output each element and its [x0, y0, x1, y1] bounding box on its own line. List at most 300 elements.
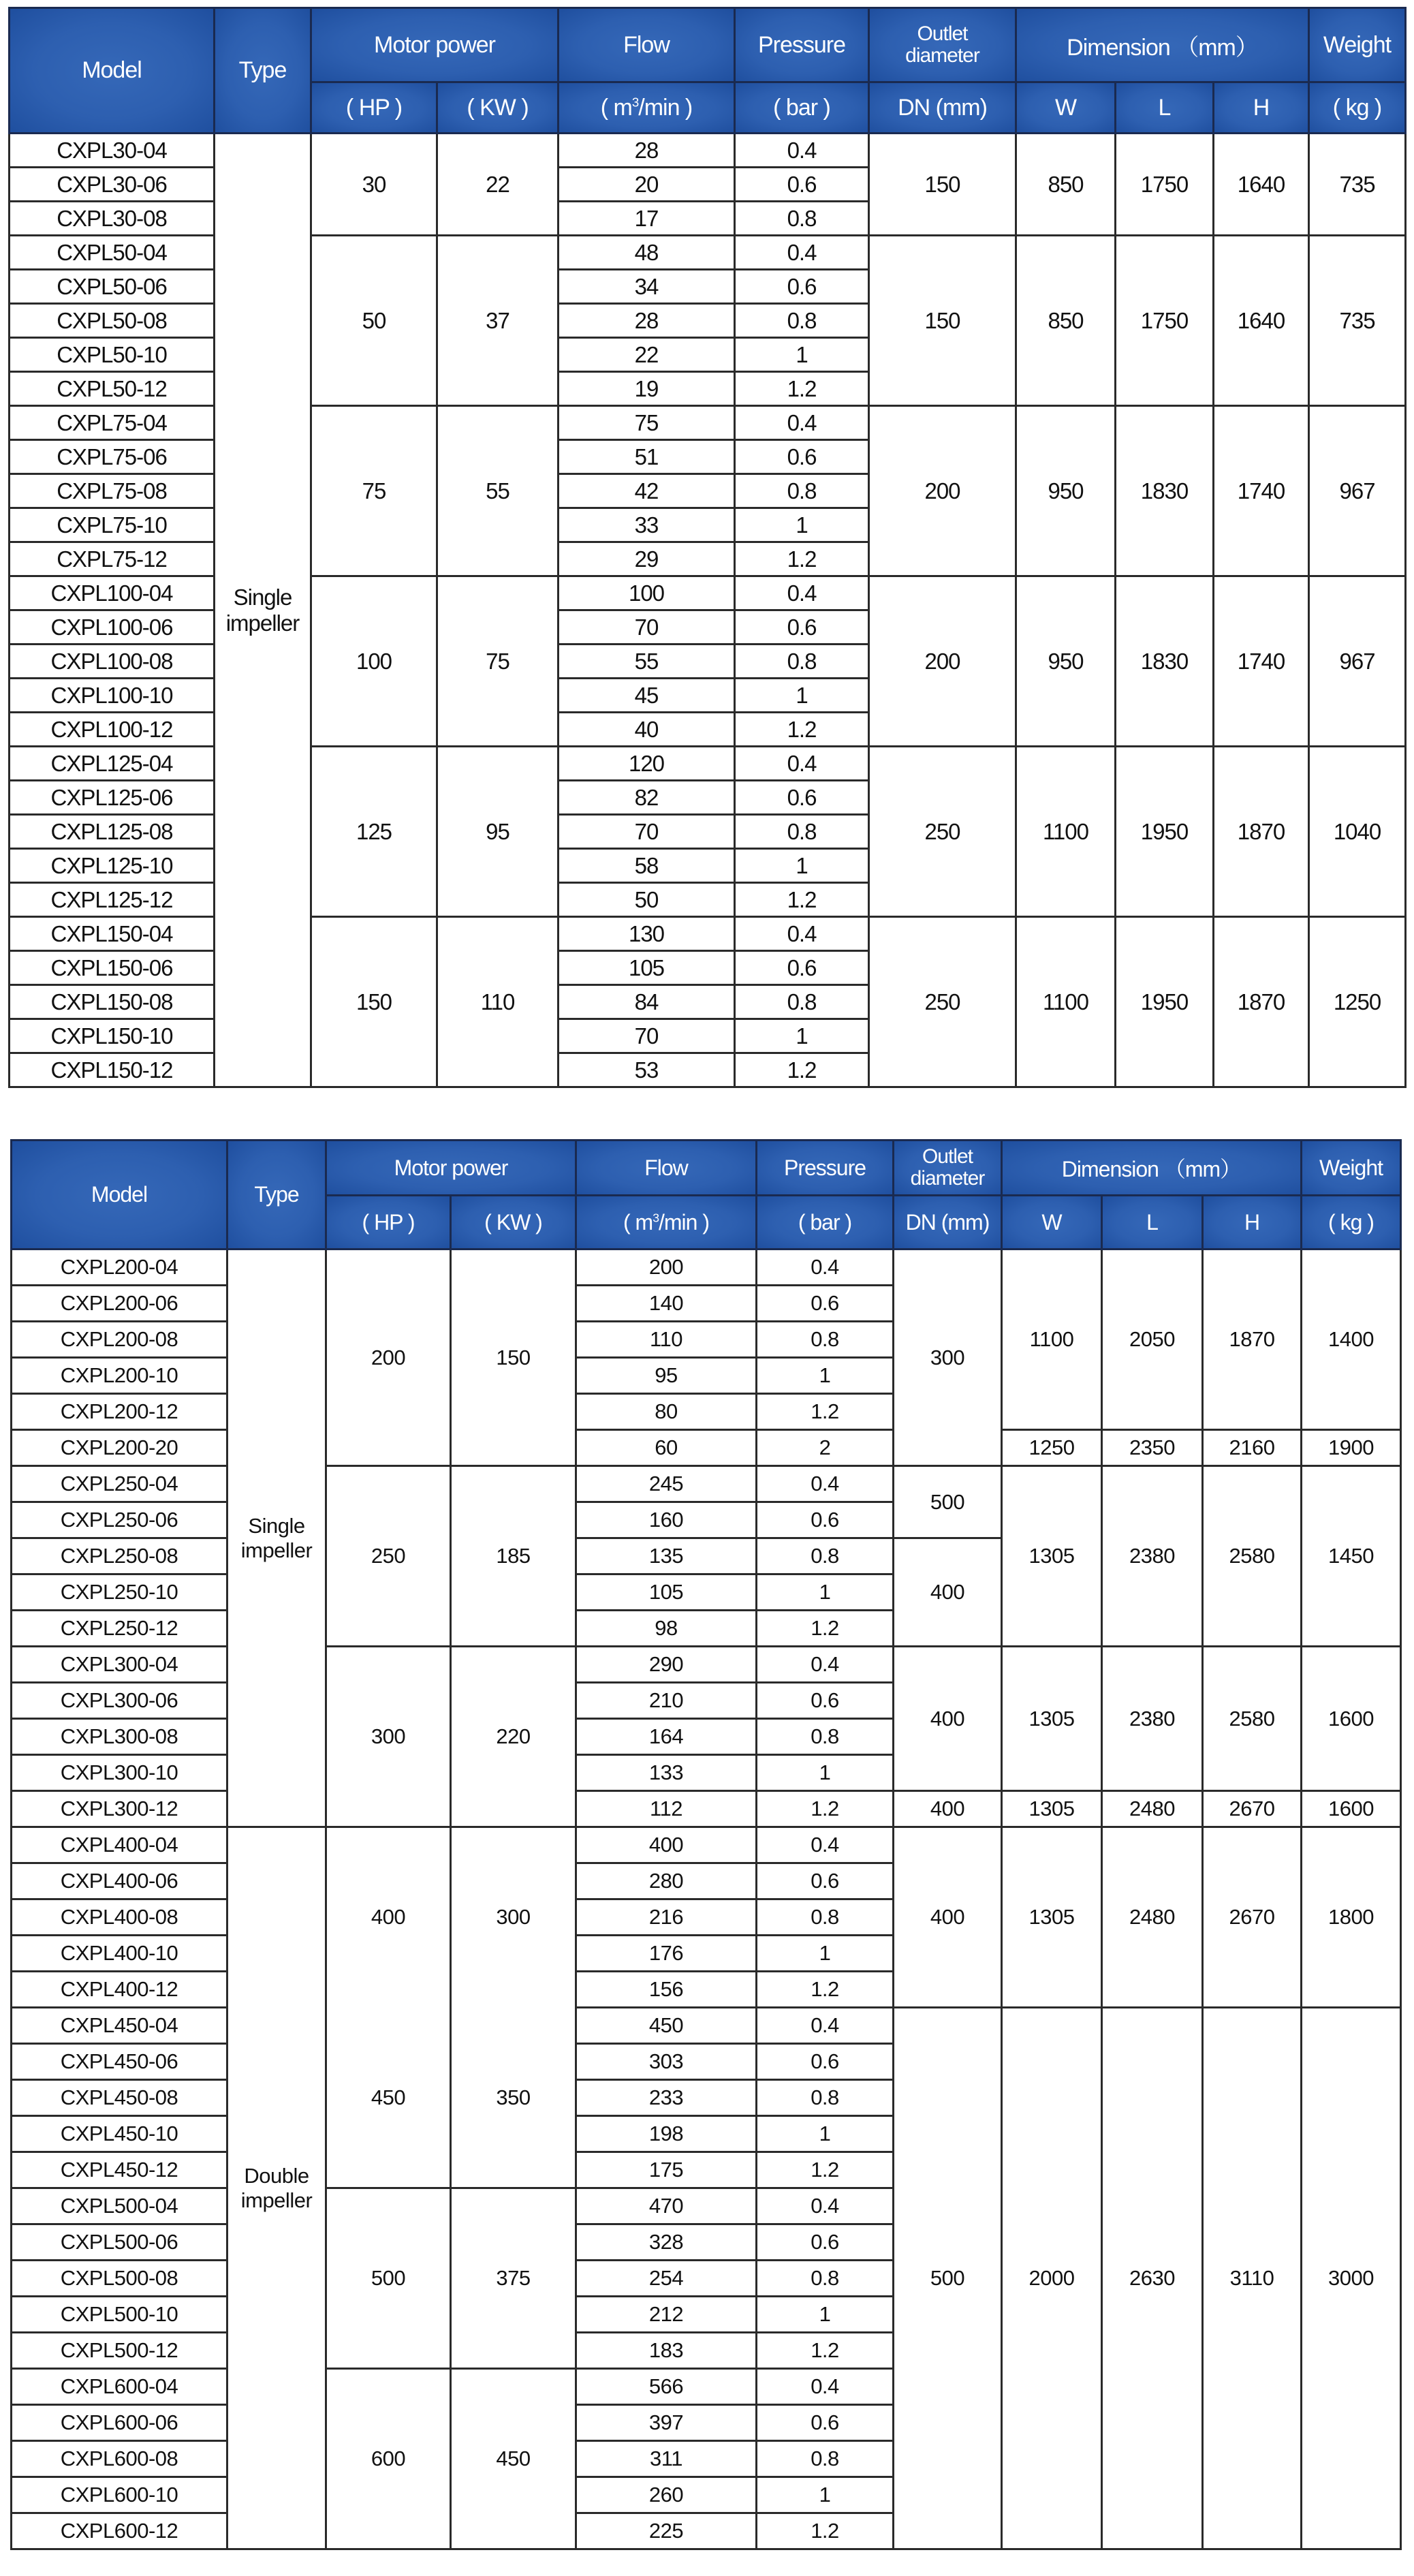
- pressure-cell: 1: [757, 2477, 894, 2513]
- kw-cell: 450: [451, 2369, 576, 2549]
- header-flow: Flow: [559, 8, 735, 82]
- flow-cell: 51: [559, 440, 735, 474]
- pressure-cell: 1.2: [757, 2513, 894, 2549]
- pressure-cell: 0.6: [757, 1683, 894, 1719]
- kw-cell: 220: [451, 1647, 576, 1827]
- kw-cell: 75: [437, 576, 559, 747]
- model-cell: CXPL125-10: [10, 849, 215, 883]
- pressure-cell: 0.6: [735, 440, 869, 474]
- model-cell: CXPL600-10: [12, 2477, 227, 2513]
- header-kw-unit: ( KW ): [437, 82, 559, 134]
- header-flow: Flow: [576, 1140, 757, 1196]
- dim-h-cell: 1870: [1214, 747, 1309, 917]
- kw-cell: 350: [451, 2008, 576, 2188]
- model-cell: CXPL100-08: [10, 645, 215, 679]
- pressure-cell: 0.8: [757, 1538, 894, 1574]
- dim-h-cell: 3110: [1203, 2008, 1302, 2549]
- pressure-cell: 0.8: [735, 645, 869, 679]
- flow-cell: 55: [559, 645, 735, 679]
- flow-cell: 29: [559, 542, 735, 576]
- flow-cell: 33: [559, 508, 735, 542]
- flow-cell: 176: [576, 1936, 757, 1972]
- hp-cell: 250: [326, 1466, 451, 1647]
- model-cell: CXPL250-12: [12, 1611, 227, 1647]
- flow-cell: 100: [559, 576, 735, 610]
- model-cell: CXPL250-04: [12, 1466, 227, 1502]
- flow-cell: 245: [576, 1466, 757, 1502]
- kw-cell: 22: [437, 134, 559, 236]
- flow-cell: 225: [576, 2513, 757, 2549]
- model-cell: CXPL250-10: [12, 1574, 227, 1611]
- weight-cell: 1400: [1302, 1250, 1401, 1430]
- model-cell: CXPL450-04: [12, 2008, 227, 2044]
- model-cell: CXPL30-04: [10, 134, 215, 168]
- weight-cell: 1600: [1302, 1647, 1401, 1791]
- model-cell: CXPL500-12: [12, 2333, 227, 2369]
- dim-l-cell: 2380: [1102, 1647, 1203, 1791]
- pressure-cell: 0.6: [757, 1863, 894, 1899]
- header-outlet-diameter: [894, 1140, 1002, 1196]
- header-dim-l: L: [1116, 82, 1214, 134]
- type-cell: [227, 1250, 326, 1827]
- flow-cell: 20: [559, 168, 735, 202]
- pressure-cell: 0.4: [757, 1827, 894, 1863]
- flow-cell: 175: [576, 2152, 757, 2188]
- model-cell: CXPL100-06: [10, 610, 215, 645]
- outlet-cell: 150: [869, 134, 1016, 236]
- outlet-cell: 250: [869, 747, 1016, 917]
- hp-cell: 30: [311, 134, 437, 236]
- model-cell: CXPL150-04: [10, 917, 215, 951]
- model-cell: CXPL450-12: [12, 2152, 227, 2188]
- pressure-cell: 1.2: [735, 372, 869, 406]
- pressure-cell: 0.6: [735, 270, 869, 304]
- flow-cell: 80: [576, 1394, 757, 1430]
- table-body: [10, 134, 1406, 1087]
- pressure-cell: 0.4: [735, 917, 869, 951]
- dim-w-cell: 1100: [1016, 917, 1116, 1087]
- header-weight: Weight: [1309, 8, 1406, 82]
- dim-w-cell: 1100: [1016, 747, 1116, 917]
- outlet-cell: 250: [869, 917, 1016, 1087]
- pressure-cell: 0.4: [757, 1466, 894, 1502]
- model-cell: CXPL200-08: [12, 1322, 227, 1358]
- dim-h-cell: 1740: [1214, 576, 1309, 747]
- hp-cell: 200: [326, 1250, 451, 1466]
- header-outlet-unit: DN (mm): [894, 1196, 1002, 1250]
- type-cell: [227, 1827, 326, 2549]
- model-cell: CXPL450-10: [12, 2116, 227, 2152]
- table-row: [12, 1466, 1401, 1502]
- weight-cell: 3000: [1302, 2008, 1401, 2549]
- dim-l-cell: 2630: [1102, 2008, 1203, 2549]
- pressure-cell: 1: [757, 2297, 894, 2333]
- flow-cell: 17: [559, 202, 735, 236]
- model-cell: CXPL50-12: [10, 372, 215, 406]
- pressure-cell: 1: [757, 1936, 894, 1972]
- model-cell: CXPL100-10: [10, 679, 215, 713]
- model-cell: CXPL450-06: [12, 2044, 227, 2080]
- model-cell: CXPL300-04: [12, 1647, 227, 1683]
- model-cell: CXPL600-04: [12, 2369, 227, 2405]
- dim-l-cell: 1750: [1116, 134, 1214, 236]
- model-cell: CXPL50-10: [10, 338, 215, 372]
- hp-cell: 300: [326, 1647, 451, 1827]
- flow-cell: 133: [576, 1755, 757, 1791]
- type-label-line2: impeller: [240, 1538, 313, 1562]
- model-cell: CXPL75-04: [10, 406, 215, 440]
- model-cell: CXPL200-04: [12, 1250, 227, 1286]
- outlet-cell: 400: [894, 1827, 1002, 2008]
- model-cell: CXPL50-04: [10, 236, 215, 270]
- table-row: [10, 134, 1406, 168]
- pressure-cell: 1.2: [735, 883, 869, 917]
- pressure-cell: 0.4: [735, 236, 869, 270]
- flow-cell: 110: [576, 1322, 757, 1358]
- pressure-cell: 0.4: [735, 747, 869, 781]
- pressure-cell: 0.8: [757, 1719, 894, 1755]
- flow-cell: 260: [576, 2477, 757, 2513]
- model-cell: CXPL75-10: [10, 508, 215, 542]
- model-cell: CXPL500-08: [12, 2261, 227, 2297]
- header-dim-h: H: [1203, 1196, 1302, 1250]
- pressure-cell: 1.2: [757, 2333, 894, 2369]
- dim-h-cell: 1640: [1214, 236, 1309, 406]
- header-outlet-line1: Outlet: [917, 22, 968, 45]
- header-outlet-diameter: [869, 8, 1016, 82]
- kw-cell: 95: [437, 747, 559, 917]
- pressure-cell: 0.8: [757, 1322, 894, 1358]
- pressure-cell: 1: [735, 679, 869, 713]
- outlet-cell: 150: [869, 236, 1016, 406]
- dim-l-cell: 1950: [1116, 747, 1214, 917]
- model-cell: CXPL150-06: [10, 951, 215, 985]
- model-cell: CXPL450-08: [12, 2080, 227, 2116]
- spec-table-large-models: [10, 1139, 1402, 2550]
- header-outlet-line1: Outlet: [922, 1145, 973, 1168]
- dim-w-cell: 1305: [1002, 1466, 1102, 1647]
- dim-w-cell: 850: [1016, 134, 1116, 236]
- dim-w-cell: 1305: [1002, 1647, 1102, 1791]
- pressure-cell: 0.8: [735, 474, 869, 508]
- header-weight: Weight: [1302, 1140, 1401, 1196]
- table-header: [10, 8, 1406, 134]
- flow-cell: 183: [576, 2333, 757, 2369]
- dim-w-cell: 1305: [1002, 1827, 1102, 2008]
- header-kw-unit: ( KW ): [451, 1196, 576, 1250]
- flow-cell: 135: [576, 1538, 757, 1574]
- hp-cell: 125: [311, 747, 437, 917]
- pressure-cell: 0.4: [757, 2008, 894, 2044]
- dim-w-cell: 950: [1016, 406, 1116, 576]
- flow-cell: 22: [559, 338, 735, 372]
- hp-cell: 450: [326, 2008, 451, 2188]
- header-type: Type: [215, 8, 311, 134]
- dim-w-cell: 1305: [1002, 1791, 1102, 1827]
- dim-w-cell: 1250: [1002, 1430, 1102, 1466]
- model-cell: CXPL400-08: [12, 1899, 227, 1936]
- spec-table-single-impeller: [8, 7, 1407, 1088]
- pressure-cell: 0.8: [757, 2261, 894, 2297]
- header-weight-unit: ( kg ): [1302, 1196, 1401, 1250]
- outlet-cell: 400: [894, 1791, 1002, 1827]
- dim-h-cell: 2160: [1203, 1430, 1302, 1466]
- dim-h-cell: 2670: [1203, 1791, 1302, 1827]
- flow-cell: 112: [576, 1791, 757, 1827]
- flow-cell: 210: [576, 1683, 757, 1719]
- pressure-cell: 0.8: [757, 2441, 894, 2477]
- pressure-cell: 0.4: [757, 1250, 894, 1286]
- weight-cell: 735: [1309, 134, 1406, 236]
- weight-cell: 1900: [1302, 1430, 1401, 1466]
- header-outlet-line2: diameter: [910, 1167, 985, 1190]
- pressure-cell: 0.4: [735, 134, 869, 168]
- flow-cell: 19: [559, 372, 735, 406]
- flow-cell: 70: [559, 1019, 735, 1053]
- model-cell: CXPL300-10: [12, 1755, 227, 1791]
- model-cell: CXPL300-08: [12, 1719, 227, 1755]
- flow-cell: 290: [576, 1647, 757, 1683]
- model-cell: CXPL250-06: [12, 1502, 227, 1538]
- kw-cell: 300: [451, 1827, 576, 2008]
- kw-cell: 55: [437, 406, 559, 576]
- header-dim-h: H: [1214, 82, 1309, 134]
- dim-h-cell: 1640: [1214, 134, 1309, 236]
- header-pressure: Pressure: [757, 1140, 894, 1196]
- table-row: [12, 1647, 1401, 1683]
- type-label-line1: Single: [248, 1513, 305, 1538]
- flow-cell: 98: [576, 1611, 757, 1647]
- table-row: [12, 2008, 1401, 2044]
- type-label-line1: Single: [233, 584, 292, 610]
- outlet-cell: 200: [869, 576, 1016, 747]
- dim-l-cell: 1950: [1116, 917, 1214, 1087]
- header-dim-w: W: [1002, 1196, 1102, 1250]
- model-cell: CXPL250-08: [12, 1538, 227, 1574]
- model-cell: CXPL600-12: [12, 2513, 227, 2549]
- model-cell: CXPL50-06: [10, 270, 215, 304]
- model-cell: CXPL600-06: [12, 2405, 227, 2441]
- model-cell: CXPL125-04: [10, 747, 215, 781]
- model-cell: CXPL150-10: [10, 1019, 215, 1053]
- pressure-cell: 0.4: [757, 1647, 894, 1683]
- pressure-cell: 1.2: [757, 1394, 894, 1430]
- pressure-cell: 1.2: [735, 713, 869, 747]
- flow-cell: 60: [576, 1430, 757, 1466]
- flow-cell: 130: [559, 917, 735, 951]
- model-cell: CXPL75-12: [10, 542, 215, 576]
- flow-cell: 28: [559, 134, 735, 168]
- model-cell: CXPL150-08: [10, 985, 215, 1019]
- dim-h-cell: 1870: [1203, 1250, 1302, 1430]
- weight-cell: 735: [1309, 236, 1406, 406]
- flow-cell: 50: [559, 883, 735, 917]
- flow-cell: 160: [576, 1502, 757, 1538]
- header-dimension: Dimension （mm）: [1016, 8, 1309, 82]
- pressure-cell: 0.8: [735, 304, 869, 338]
- pressure-cell: 0.6: [757, 2224, 894, 2261]
- dim-l-cell: 1830: [1116, 406, 1214, 576]
- pressure-cell: 1: [735, 508, 869, 542]
- pressure-cell: 1.2: [757, 1972, 894, 2008]
- flow-cell: 58: [559, 849, 735, 883]
- pressure-cell: 0.6: [735, 781, 869, 815]
- dim-w-cell: 950: [1016, 576, 1116, 747]
- table-row: [12, 1430, 1401, 1466]
- pressure-cell: 1: [757, 1358, 894, 1394]
- model-cell: CXPL400-04: [12, 1827, 227, 1863]
- hp-cell: 600: [326, 2369, 451, 2549]
- pressure-cell: 0.8: [735, 815, 869, 849]
- header-outlet-line2: diameter: [905, 44, 979, 67]
- weight-cell: 1250: [1309, 917, 1406, 1087]
- model-cell: CXPL200-10: [12, 1358, 227, 1394]
- pressure-cell: 0.8: [735, 202, 869, 236]
- header-pressure-unit: ( bar ): [735, 82, 869, 134]
- hp-cell: 400: [326, 1827, 451, 2008]
- model-cell: CXPL400-10: [12, 1936, 227, 1972]
- pressure-cell: 0.6: [735, 168, 869, 202]
- weight-cell: 967: [1309, 576, 1406, 747]
- pressure-cell: 0.6: [757, 2405, 894, 2441]
- outlet-cell: 400: [894, 1647, 1002, 1791]
- pressure-cell: 0.8: [757, 1899, 894, 1936]
- outlet-cell: 500: [894, 1466, 1002, 1538]
- kw-cell: 110: [437, 917, 559, 1087]
- type-label-line2: impeller: [225, 610, 300, 636]
- flow-cell: 40: [559, 713, 735, 747]
- model-cell: CXPL500-10: [12, 2297, 227, 2333]
- dim-h-cell: 2580: [1203, 1647, 1302, 1791]
- dim-h-cell: 2670: [1203, 1827, 1302, 2008]
- dim-h-cell: 2580: [1203, 1466, 1302, 1647]
- model-cell: CXPL100-12: [10, 713, 215, 747]
- pressure-cell: 0.4: [735, 576, 869, 610]
- model-cell: CXPL300-12: [12, 1791, 227, 1827]
- dim-w-cell: 1100: [1002, 1250, 1102, 1430]
- kw-cell: 185: [451, 1466, 576, 1647]
- pressure-cell: 0.6: [735, 610, 869, 645]
- pressure-cell: 0.8: [735, 985, 869, 1019]
- flow-cell: 75: [559, 406, 735, 440]
- dim-w-cell: 850: [1016, 236, 1116, 406]
- header-pressure-unit: ( bar ): [757, 1196, 894, 1250]
- pressure-cell: 1.2: [757, 1791, 894, 1827]
- header-hp-unit: ( HP ): [326, 1196, 451, 1250]
- flow-cell: 254: [576, 2261, 757, 2297]
- flow-cell: 34: [559, 270, 735, 304]
- type-label-line1: Double: [244, 2163, 309, 2188]
- flow-cell: 95: [576, 1358, 757, 1394]
- pressure-cell: 0.4: [757, 2188, 894, 2224]
- weight-cell: 1040: [1309, 747, 1406, 917]
- model-cell: CXPL75-06: [10, 440, 215, 474]
- flow-cell: 105: [576, 1574, 757, 1611]
- flow-cell: 156: [576, 1972, 757, 2008]
- header-flow-unit: ( $m^3/\min$ ): [576, 1196, 757, 1250]
- flow-cell: 28: [559, 304, 735, 338]
- flow-cell: 42: [559, 474, 735, 508]
- hp-cell: 500: [326, 2188, 451, 2369]
- kw-cell: 375: [451, 2188, 576, 2369]
- flow-cell: 212: [576, 2297, 757, 2333]
- table-row: [12, 1250, 1401, 1286]
- outlet-cell: 400: [894, 1538, 1002, 1647]
- flow-cell: 198: [576, 2116, 757, 2152]
- flow-cell: 216: [576, 1899, 757, 1936]
- flow-cell: 84: [559, 985, 735, 1019]
- header-dim-w: W: [1016, 82, 1116, 134]
- table-row: [12, 1791, 1401, 1827]
- flow-cell: 105: [559, 951, 735, 985]
- flow-cell: 200: [576, 1250, 757, 1286]
- model-cell: CXPL30-08: [10, 202, 215, 236]
- header-motor-power: Motor power: [326, 1140, 576, 1196]
- header-model: Model: [12, 1140, 227, 1250]
- type-label-line2: impeller: [240, 2188, 313, 2212]
- model-cell: CXPL500-04: [12, 2188, 227, 2224]
- model-cell: CXPL125-08: [10, 815, 215, 849]
- weight-cell: 1600: [1302, 1791, 1401, 1827]
- flow-cell: 566: [576, 2369, 757, 2405]
- flow-cell: 328: [576, 2224, 757, 2261]
- model-cell: CXPL125-06: [10, 781, 215, 815]
- model-cell: CXPL50-08: [10, 304, 215, 338]
- weight-cell: 967: [1309, 406, 1406, 576]
- dim-l-cell: 1830: [1116, 576, 1214, 747]
- kw-cell: 37: [437, 236, 559, 406]
- header-flow-unit: ( $m^3/\min$ ): [559, 82, 735, 134]
- table-header: [12, 1140, 1401, 1250]
- pressure-cell: 1: [735, 849, 869, 883]
- pressure-cell: 0.6: [757, 1286, 894, 1322]
- pressure-cell: 0.6: [735, 951, 869, 985]
- table-body: [12, 1250, 1401, 2549]
- flow-cell: 280: [576, 1863, 757, 1899]
- model-cell: CXPL200-12: [12, 1394, 227, 1430]
- flow-cell: 70: [559, 815, 735, 849]
- flow-cell: 164: [576, 1719, 757, 1755]
- dim-l-cell: 2350: [1102, 1430, 1203, 1466]
- header-dim-l: L: [1102, 1196, 1203, 1250]
- pressure-cell: 0.8: [757, 2080, 894, 2116]
- pressure-cell: 1: [757, 1755, 894, 1791]
- pressure-cell: 1: [757, 1574, 894, 1611]
- dim-l-cell: 2480: [1102, 1827, 1203, 2008]
- flow-cell: 400: [576, 1827, 757, 1863]
- header-model: Model: [10, 8, 215, 134]
- flow-cell: 470: [576, 2188, 757, 2224]
- hp-cell: 75: [311, 406, 437, 576]
- pressure-cell: 0.6: [757, 1502, 894, 1538]
- flow-cell: 397: [576, 2405, 757, 2441]
- hp-cell: 100: [311, 576, 437, 747]
- model-cell: CXPL500-06: [12, 2224, 227, 2261]
- hp-cell: 50: [311, 236, 437, 406]
- model-cell: CXPL200-20: [12, 1430, 227, 1466]
- flow-cell: 233: [576, 2080, 757, 2116]
- header-dimension: Dimension （mm）: [1002, 1140, 1302, 1196]
- flow-cell: 311: [576, 2441, 757, 2477]
- model-cell: CXPL75-08: [10, 474, 215, 508]
- model-cell: CXPL200-06: [12, 1286, 227, 1322]
- header-pressure: Pressure: [735, 8, 869, 82]
- pressure-cell: 0.4: [735, 406, 869, 440]
- dim-w-cell: 2000: [1002, 2008, 1102, 2549]
- pressure-cell: 1.2: [757, 2152, 894, 2188]
- model-cell: CXPL400-06: [12, 1863, 227, 1899]
- pressure-cell: 0.6: [757, 2044, 894, 2080]
